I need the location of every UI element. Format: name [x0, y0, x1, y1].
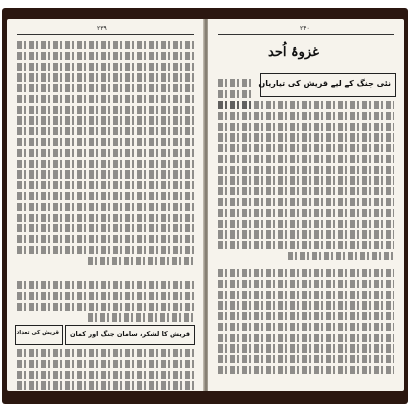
body-text-left-middle	[17, 281, 194, 324]
side-note-box	[15, 325, 63, 345]
body-text-left-top	[17, 41, 194, 267]
subtitle-box	[260, 73, 396, 97]
body-text-left-bottom	[17, 349, 194, 391]
page-number-left: ۲۳۹	[97, 25, 107, 32]
body-text-right	[218, 101, 394, 263]
open-book	[2, 8, 408, 404]
section-heading-box	[65, 325, 195, 345]
header-rule-left	[17, 34, 194, 35]
right-page	[208, 19, 404, 391]
chapter-title: غزوۂ اُحد	[268, 45, 319, 60]
left-page	[7, 19, 204, 391]
section-heading: قریش کا لشکر، سامان جنگ اور کمان	[69, 330, 190, 338]
body-text-right-lower	[218, 269, 394, 377]
header-rule-right	[218, 34, 394, 35]
page-number-right: ۲۴۰	[300, 25, 310, 32]
side-note: قریش کی تعداد	[16, 330, 59, 336]
subtitle: نئی جنگ کے لیے قریش کی تیاریاں	[258, 79, 391, 88]
